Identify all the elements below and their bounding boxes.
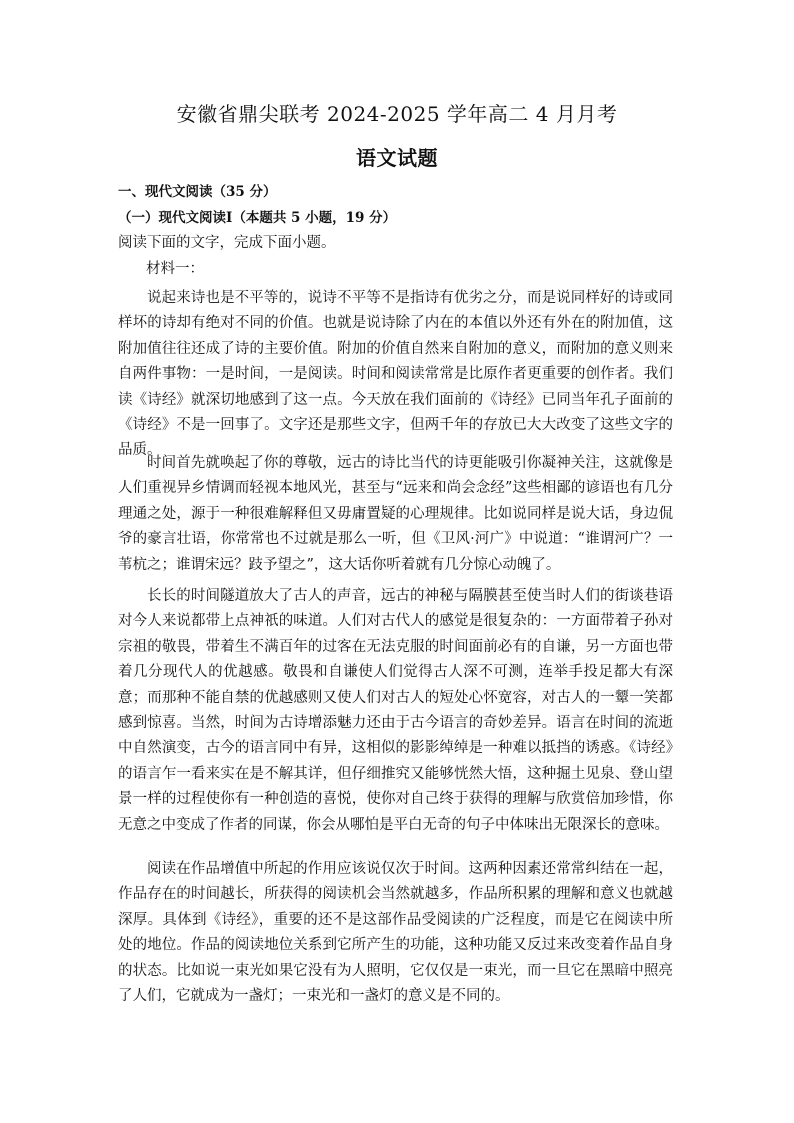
paragraph: 阅读在作品增值中所起的作用应该说仅次于时间。这两种因素还常常纠结在一起，作品存在的时间越长，所获得的阅读机会当然就越多，作品所积累的理解和意义也就越深厚。具体到《诗经》，重要的还不是这部作品受阅读的广泛程度，而是它在阅读中所处的地位。作品的阅读地位关系到它所产生的功能，这种功能又反过来改变着作品自身的状态。比如说一束光如果它没有为人照明，它仅仅是一束光，而一旦它在黑暗中照亮了人们，它就成为一盏灯；一束光和一盏灯的意义是不同的。: [118, 861, 673, 1005]
subsection-heading: （一）现代文阅读Ⅰ（本题共 5 小题，19 分）: [118, 210, 397, 226]
section-heading: 一、现代文阅读（35 分）: [118, 184, 277, 200]
paragraph: 说起来诗也是不平等的，说诗不平等不是指诗有优劣之分，而是说同样好的诗或同样坏的诗却有绝对不同的价值。也就是说诗除了内在的本值以外还有外在的附加值，这附加值往往还成了诗的主要价值。附加的价值自然来自附加的意义，而附加的意义则来自两件事物：一是时间，一是阅读。时间和阅读常常是比原作者更重要的创作者。我们读《诗经》就深切地感到了这一点。今天放在我们面前的《诗经》已同当年孔子面前的《诗经》不是一回事了。文字还是那些文字，但两千年的存放已大大改变了这些文字的品质。: [118, 290, 673, 459]
exam-title: 安徽省鼎尖联考 2024-2025 学年高二 4 月月考: [176, 102, 618, 126]
paragraph: 时间首先就唤起了你的尊敬，远古的诗比当代的诗更能吸引你凝神关注，这就像是人们重视异乡情调而轻视本地风光，甚至与“远来和尚会念经”这些相鄙的谚语也有几分理通之处，源于一种很难解释但又毋庸置疑的心理规律。比如说同样是说大话，身边侃爷的豪言壮语，你常常也不过就是那么一听，但《卫风·河广》中说道：“谁谓河广？一苇杭之；谁谓宋远？跂予望之”，这大话你听着就有几分惊心动魄了。: [118, 455, 673, 573]
exam-subtitle: 语文试题: [356, 146, 438, 170]
material-label: 材料一：: [146, 261, 204, 277]
paragraph: 长长的时间隧道放大了古人的声音，远古的神秘与隔膜甚至使当时人们的街谈巷语对今人来说都带上点神祇的味道。人们对古代人的感觉是很复杂的：一方面带着子孙对宗祖的敬畏，带着生不满百年的过客在无法克服的时间面前必有的自谦，另一方面也带着几分现代人的优越感。敬畏和自谦使人们觉得古人深不可测，连举手投足都大有深意；而那种不能自禁的优越感则又使人们对古人的短处心怀宽容，对古人的一颦一笑都感到惊喜。当然，时间为古诗增添魅力还由于古今语言的奇妙差异。语言在时间的流逝中自然演变，古今的语言同中有异，这相似的影影绰绰是一种难以抵挡的诱惑。《诗经》的语言乍一看来实在是不解其详，但仔细推究又能够恍然大悟，这种掘土见泉、登山望景一样的过程使你有一种创造的喜悦，使你对自己终于获得的理解与欣赏倍加珍惜，你无意之中变成了作者的同谋，你会从哪怕是平白无奇的句子中体味出无限深长的意味。: [118, 588, 673, 833]
instruction-text: 阅读下面的文字，完成下面小题。: [118, 235, 336, 251]
